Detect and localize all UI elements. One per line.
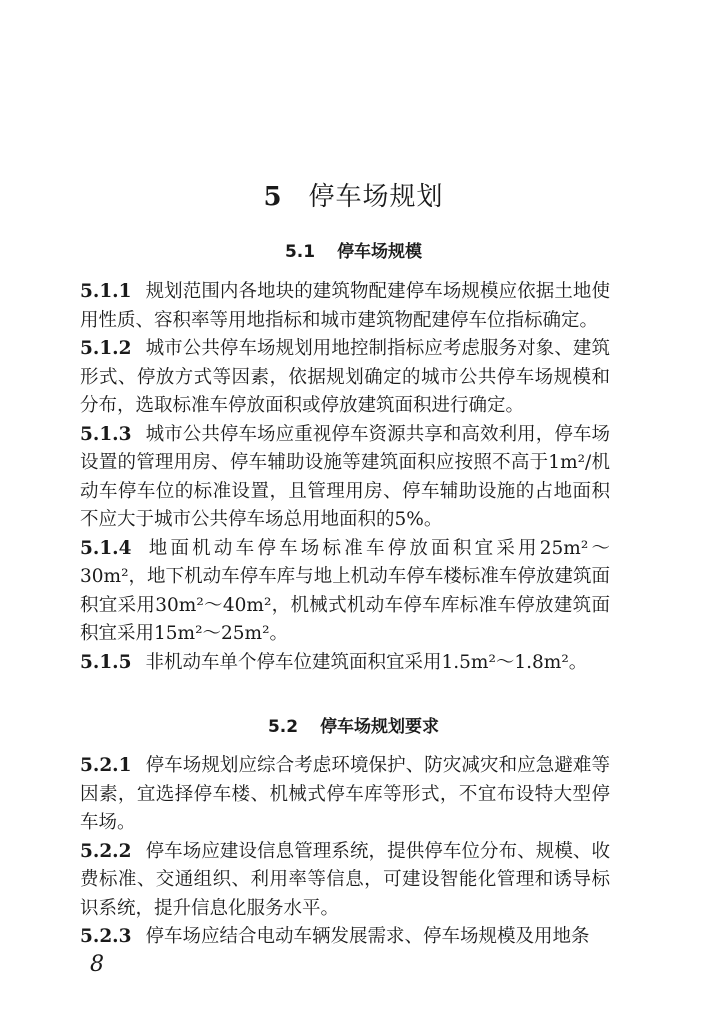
clause-number: 5.2.3 [80, 926, 132, 947]
section-heading [0, 712, 707, 737]
clause [80, 535, 610, 649]
clause-text: 非机动车单个停车位建筑面积宜采用1.5m²～1.8m²。 [145, 651, 588, 673]
clause [80, 278, 610, 335]
clause-number: 5.1.4 [80, 537, 132, 559]
clause-number: 5.1.2 [80, 338, 132, 359]
page-number: 8 [90, 952, 104, 977]
clause [80, 923, 610, 952]
clause [80, 335, 610, 421]
clause-number: 5.2.1 [80, 755, 132, 776]
section-heading [0, 237, 707, 262]
clause-number: 5.1.5 [80, 651, 132, 673]
clause-text: 停车场应结合电动车辆发展需求、停车场规模及用地条 [145, 926, 590, 947]
clause-number: 5.1.3 [80, 423, 132, 445]
clause-number: 5.2.2 [80, 840, 132, 862]
section-title: 停车场规划要求 [320, 717, 440, 737]
clause-text: 城市公共停车场规划用地控制指标应考虑服务对象、建筑形式、停放方式等因素，依据规划确定的城市公共停车场规模和分布，选取标准车停放面积或停放建筑面积进行确定。 [80, 338, 610, 416]
section-number: 5.1 [284, 242, 316, 262]
clause [80, 752, 610, 838]
clause [80, 421, 610, 535]
clause-text: 停车场应建设信息管理系统，提供停车位分布、规模、收费标准、交通组织、利用率等信息，可建设智能化管理和诱导标识系统，提升信息化服务水平。 [80, 840, 610, 919]
section-title: 停车场规模 [337, 242, 423, 262]
chapter-title-text: 停车场规划 [308, 182, 444, 212]
section-number: 5.2 [267, 717, 299, 737]
section-body [80, 752, 610, 952]
chapter-number: 5 [263, 182, 283, 212]
chapter-title [0, 176, 707, 213]
clause-text: 停车场规划应综合考虑环境保护、防灾减灾和应急避难等因素，宜选择停车楼、机械式停车库等形式，不宜布设特大型停车场。 [80, 755, 610, 833]
clause-number: 5.1.1 [80, 281, 132, 302]
clause [80, 649, 610, 678]
clause-text: 城市公共停车场应重视停车资源共享和高效利用，停车场设置的管理用房、停车辅助设施等建筑面积应按照不高于1m²/机动车停车位的标准设置，且管理用房、停车辅助设施的占地面积不应大于城市公共停车场总用地面积的5%。 [80, 423, 610, 530]
clause [80, 838, 610, 924]
clause-text: 规划范围内各地块的建筑物配建停车场规模应依据土地使用性质、容积率等用地指标和城市建筑物配建停车位指标确定。 [80, 281, 610, 331]
section-body [80, 278, 610, 677]
clause-text: 地面机动车停车场标准车停放面积宜采用25m²～30m²，地下机动车停车库与地上机动车停车楼标准车停放建筑面积宜采用30m²～40m²，机械式机动车停车库标准车停放建筑面积宜采用15m²～25m²。 [80, 537, 610, 644]
